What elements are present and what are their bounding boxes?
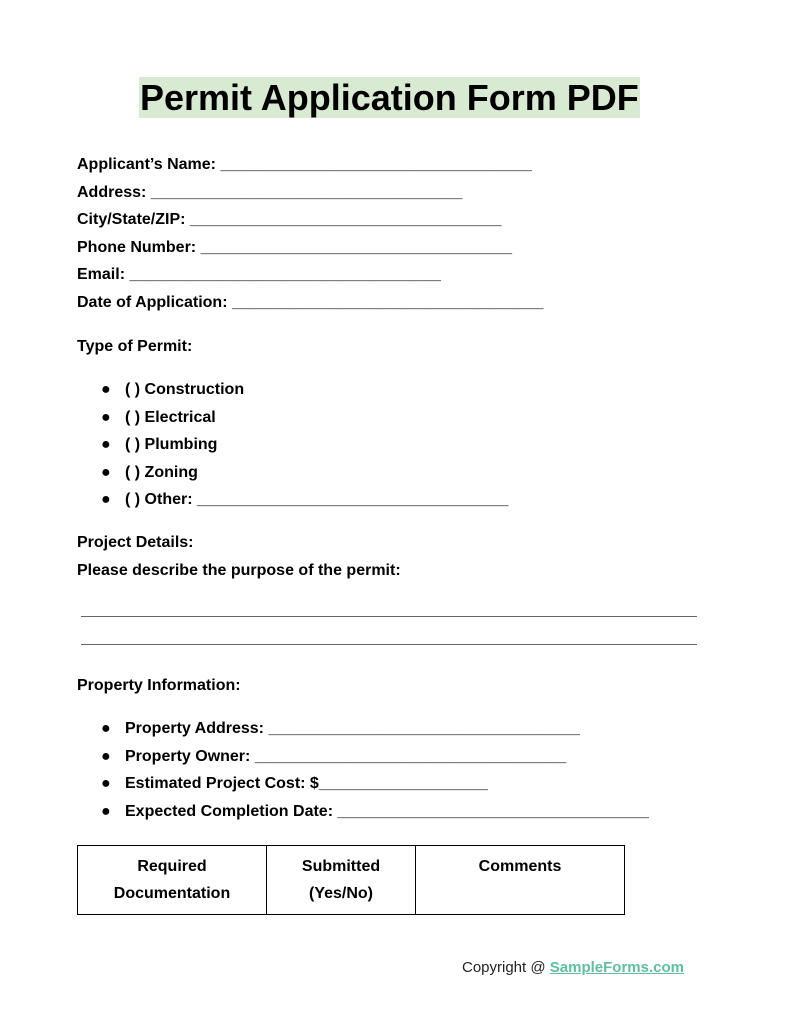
project-details-prompt: Please describe the purpose of the permit: [77, 562, 401, 579]
permit-option-construction[interactable]: ( ) Construction [125, 381, 245, 398]
bullet-icon: ● [101, 436, 111, 453]
permit-type-heading: Type of Permit: [77, 338, 193, 355]
sampleforms-link[interactable]: SampleForms.com [549, 959, 684, 976]
page-title: Permit Application Form PDF [140, 77, 639, 118]
applicant-name-field[interactable]: Applicant’s Name: ___________________________________ [77, 156, 532, 173]
header-text: Required [137, 858, 207, 875]
submitted-header [267, 846, 416, 915]
required-documentation-header [78, 846, 267, 915]
header-text: Comments [478, 858, 562, 875]
address-field[interactable]: Address: ___________________________________ [77, 184, 463, 201]
email-field[interactable]: Email: ___________________________________ [77, 266, 441, 283]
property-address-field[interactable]: Property Address: ___________________________________ [125, 720, 580, 737]
purpose-answer-line-2[interactable] [81, 644, 697, 645]
bullet-icon: ● [101, 748, 111, 765]
copyright-text: Copyright @ [462, 959, 550, 976]
purpose-answer-line-1[interactable] [81, 616, 697, 617]
city-state-zip-field[interactable]: City/State/ZIP: ___________________________________ [77, 211, 502, 228]
copyright-footer [462, 958, 684, 978]
estimated-cost-field[interactable]: Estimated Project Cost: $___________________ [125, 775, 488, 792]
header-text: (Yes/No) [308, 885, 373, 902]
bullet-icon: ● [101, 720, 111, 737]
permit-option-zoning[interactable]: ( ) Zoning [125, 464, 198, 481]
bullet-icon: ● [101, 464, 111, 481]
header-text: Submitted [301, 858, 381, 875]
bullet-icon: ● [101, 381, 111, 398]
property-owner-field[interactable]: Property Owner: ___________________________________ [125, 748, 567, 765]
date-of-application-field[interactable]: Date of Application: ___________________________________ [77, 294, 544, 311]
header-text: Documentation [113, 885, 231, 902]
permit-option-plumbing[interactable]: ( ) Plumbing [125, 436, 218, 453]
permit-option-electrical[interactable]: ( ) Electrical [125, 409, 216, 426]
table-header-row [78, 846, 625, 915]
permit-option-other[interactable]: ( ) Other: ___________________________________ [125, 491, 509, 508]
project-details-heading: Project Details: [77, 534, 194, 551]
completion-date-field[interactable]: Expected Completion Date: ___________________________________ [125, 803, 649, 820]
phone-number-field[interactable]: Phone Number: ___________________________________ [77, 239, 513, 256]
bullet-icon: ● [101, 491, 111, 508]
bullet-icon: ● [101, 409, 111, 426]
comments-header [416, 846, 625, 915]
bullet-icon: ● [101, 803, 111, 820]
property-info-heading: Property Information: [77, 677, 241, 694]
bullet-icon: ● [101, 775, 111, 792]
documentation-table [77, 845, 625, 915]
